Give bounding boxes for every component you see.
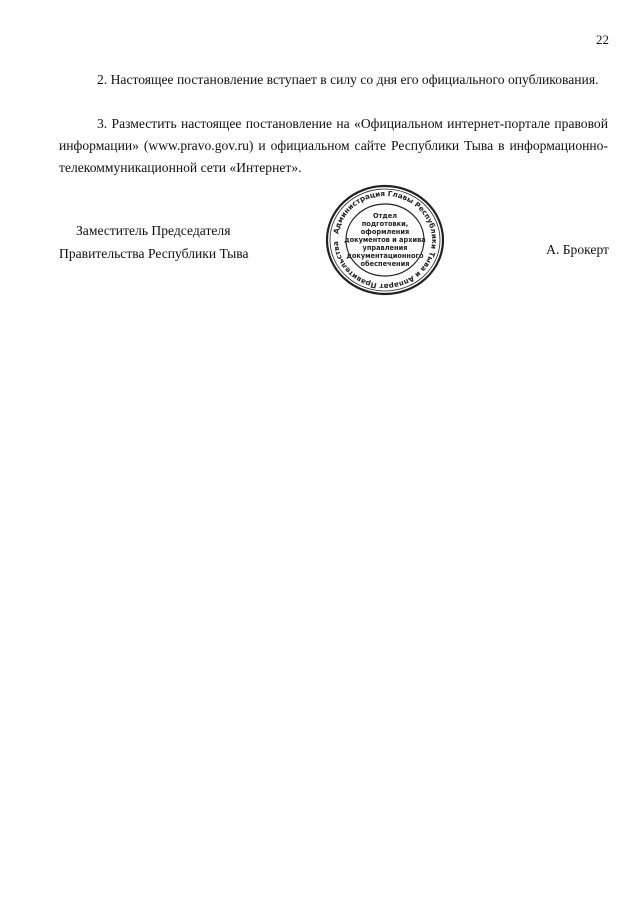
signer-position bbox=[59, 219, 249, 265]
signer-position-line-1: Заместитель Председателя bbox=[76, 223, 231, 238]
signer-position-line-2: Правительства Республики Тыва bbox=[59, 246, 249, 261]
stamp-center-line: документов и архива bbox=[344, 236, 426, 244]
stamp-center-line: управления bbox=[362, 244, 408, 252]
official-stamp bbox=[323, 183, 447, 297]
stamp-center-text bbox=[344, 212, 425, 268]
page-number: 22 bbox=[596, 32, 609, 47]
paragraph-effective-date: 2. Настоящее постановление вступает в силу со дня его официального опубликования. bbox=[97, 72, 599, 87]
stamp-center-line: обеспечения bbox=[360, 260, 410, 268]
paragraph-publication: 3. Разместить настоящее постановление на «Официальном интернет-портале правовой информации» (www.pravo.gov.ru) и официальном сайте Республики Тыва в информационно-телекоммуникационной сети «Интернет». bbox=[59, 116, 608, 175]
signer-name: А. Брокерт bbox=[546, 242, 609, 257]
stamp-center-line: Отдел bbox=[372, 212, 398, 220]
stamp-center-line: подготовки, bbox=[361, 220, 409, 228]
stamp-ring-text: Администрация Главы Республики Тыва и Аппарат Правительства bbox=[330, 188, 440, 292]
stamp-center-line: документационного bbox=[346, 252, 424, 260]
stamp-center-line: оформления bbox=[360, 228, 410, 236]
